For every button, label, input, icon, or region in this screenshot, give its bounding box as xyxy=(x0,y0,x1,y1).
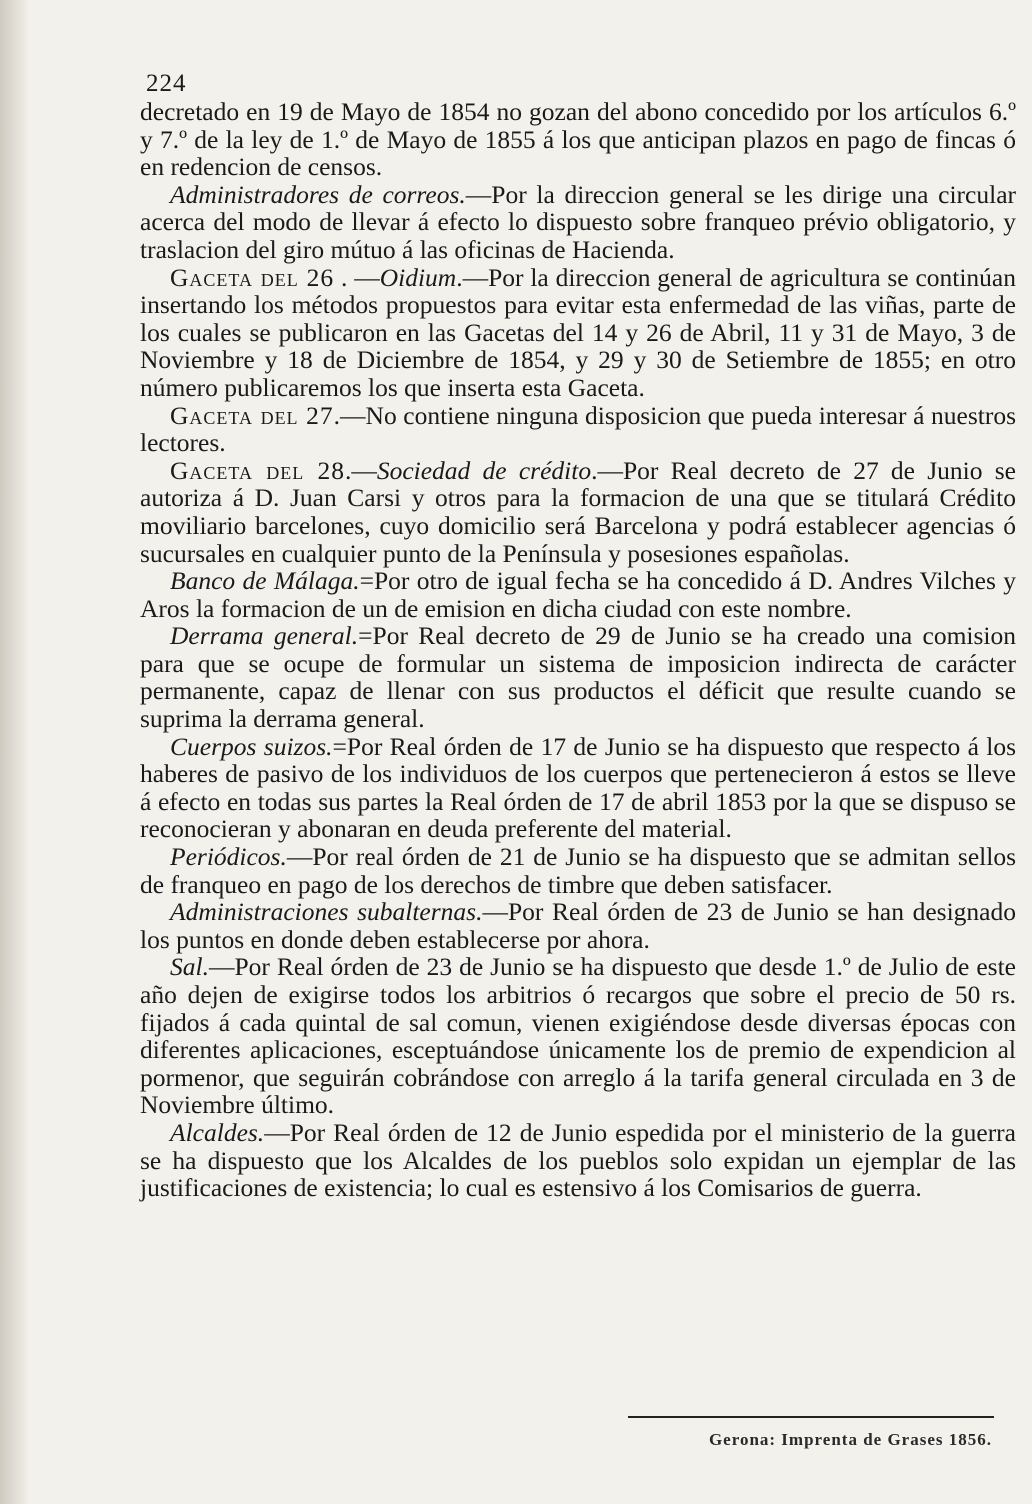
paragraph-title: Gaceta del 28 xyxy=(170,455,345,485)
paragraph-text: .—Por la direccion general de agricultura se continúan insertando los métodos propuestos para evitar esta enfermedad de las viñas, parte de los cuales se publicaron en las Gacetas del 14 y 26 de Abril, 11 y 31 de Mayo, 3 de Noviembre y 18 de Diciembre de 1854, y 29 y 30 de Setiembre de 1855; en otro número publicaremos los que inserta esta Gaceta. xyxy=(140,262,1016,402)
paragraph-administraciones-subalternas xyxy=(140,898,1016,953)
page-number: 224 xyxy=(146,70,187,97)
paragraph-subtitle: Sociedad de crédito xyxy=(376,455,592,485)
paragraph-title: Administradores de correos. xyxy=(170,179,466,209)
printer-imprint: Gerona: Imprenta de Grases 1856. xyxy=(708,1430,992,1449)
paragraph-derrama-general xyxy=(140,622,1016,732)
paragraph-title: Periódicos. xyxy=(170,842,287,872)
paragraph-text: —Por Real órden de 12 de Junio espedida por el ministerio de la guerra se ha dispuesto que los Alcaldes de los pueblos solo expidan un ejemplar de las justificaciones de existencia; lo cual es estensivo á los Comisarios de guerra. xyxy=(140,1117,1016,1203)
paragraph-text: .—No contiene ninguna disposicion que pueda interesar á nuestros lectores. xyxy=(140,400,1017,458)
paragraph-text: =Por otro de igual fecha se ha concedido á D. Andres Vilches y Aros la formacion de un de emision en dicha ciudad con este nombre. xyxy=(140,566,1016,623)
paragraph-text: —Por Real órden de 23 de Junio se ha dispuesto que desde 1.º de Julio de este año dejen de exigirse todos los arbitrios ó recargos que sobre el precio de 50 rs. fijados á cada quintal de sal comun, vienen exigiéndose desde diversas épocas con diferentes aplicaciones, esceptuándose únicamente los de premio de expendicion al pormenor, que seguirán cobrándose con arreglo á la tarifa general circulada en 3 de Noviembre último. xyxy=(140,952,1016,1120)
paragraph-title: Administraciones subalternas. xyxy=(170,897,483,927)
paragraph-text: —Por Real órden de 23 de Junio se han designado los puntos en donde deben establecerse por ahora. xyxy=(140,897,1017,954)
paragraph-text: .—Por Real decreto de 27 de Junio se autoriza á D. Juan Carsi y otros para la formacion de una que se titulará Crédito moviliario barcelones, cuyo domicilio será Barcelona y podrá establecer agencias ó sucursales en cualquier punto de la Península y posesiones españolas. xyxy=(140,455,1016,568)
paragraph-continuation xyxy=(140,98,1016,181)
paragraph-banco-de-malaga xyxy=(140,567,1016,622)
paragraph-alcaldes xyxy=(140,1119,1016,1202)
paragraph-title: Sal. xyxy=(170,952,209,982)
paragraph-gaceta-del-26: Gaceta del 26 . —Oidium.—Por la direccion general de agricultura se continúan insertando los métodos propuestos para evitar esta enfermedad de las viñas, parte de los cuales se publicaron en las Gacetas del 14 y 26 de Abril, 11 y 31 de Mayo, 3 de Noviembre y 18 de Diciembre de 1854, y 29 y 30 de Setiembre de 1855; en otro número publicaremos los que inserta esta Gaceta. xyxy=(140,262,1016,402)
paragraph-text: =Por Real órden de 17 de Junio se ha dispuesto que respecto á los haberes de pasivo de los individuos de los cuerpos que pertenecieron á estos se lleve á efecto en todas sus partes la Real órden de 17 de abril 1853 por la que se dispuso se reconocieran y abonaran en deuda preferente del material. xyxy=(140,731,1017,844)
footer-rule xyxy=(628,1416,994,1418)
paragraph-title: Cuerpos suizos. xyxy=(170,731,333,761)
paragraph-text: decretado en 19 de Mayo de 1854 no gozan del abono concedido por los artículos 6.º y 7.º de la ley de 1.º de Mayo de 1855 á los que anticipan plazos en pago de fincas ó en redencion de censos. xyxy=(140,97,1016,182)
paragraph-text: —Por real órden de 21 de Junio se ha dispuesto que se admitan sellos de franqueo en pago de los derechos de timbre que deben satisfacer. xyxy=(140,842,1016,899)
paragraph-administradores-de-correos xyxy=(140,181,1016,264)
paragraph-title: Alcaldes. xyxy=(170,1117,265,1147)
paragraph-title: Banco de Málaga. xyxy=(170,566,360,596)
paragraph-subtitle: Oidium xyxy=(379,262,457,292)
body-text xyxy=(140,98,1016,1202)
paragraph-sal xyxy=(140,953,1016,1119)
paragraph-text: =Por Real decreto de 29 de Junio se ha creado una comision para que se ocupe de formular un sistema de imposicion indirecta de carácter permanente, capaz de llenar con sus productos el déficit que resulte cuando se suprima la derrama general. xyxy=(140,621,1017,734)
paragraph-title: Gaceta del 26 xyxy=(170,262,335,292)
paragraph-gaceta-del-27 xyxy=(140,402,1016,457)
paragraph-cuerpos-suizos xyxy=(140,733,1016,843)
paragraph-periodicos xyxy=(140,843,1016,898)
page-edge-shadow xyxy=(0,0,30,1504)
paragraph-text: —Por la direccion general se les dirige una circular acerca del modo de llevar á efecto lo dispuesto sobre franqueo prévio obligatorio, y traslacion del giro mútuo á las oficinas de Hacienda. xyxy=(140,179,1017,264)
paragraph-gaceta-del-28: Gaceta del 28.—Sociedad de crédito.—Por Real decreto de 27 de Junio se autoriza á D. Juan Carsi y otros para la formacion de una que se titulará Crédito moviliario barcelones, cuyo domicilio será Barcelona y podrá establecer agencias ó sucursales en cualquier punto de la Península y posesiones españolas. xyxy=(140,455,1016,568)
paragraph-title: Gaceta del 27 xyxy=(170,400,334,430)
paragraph-title: Derrama general. xyxy=(170,621,359,651)
